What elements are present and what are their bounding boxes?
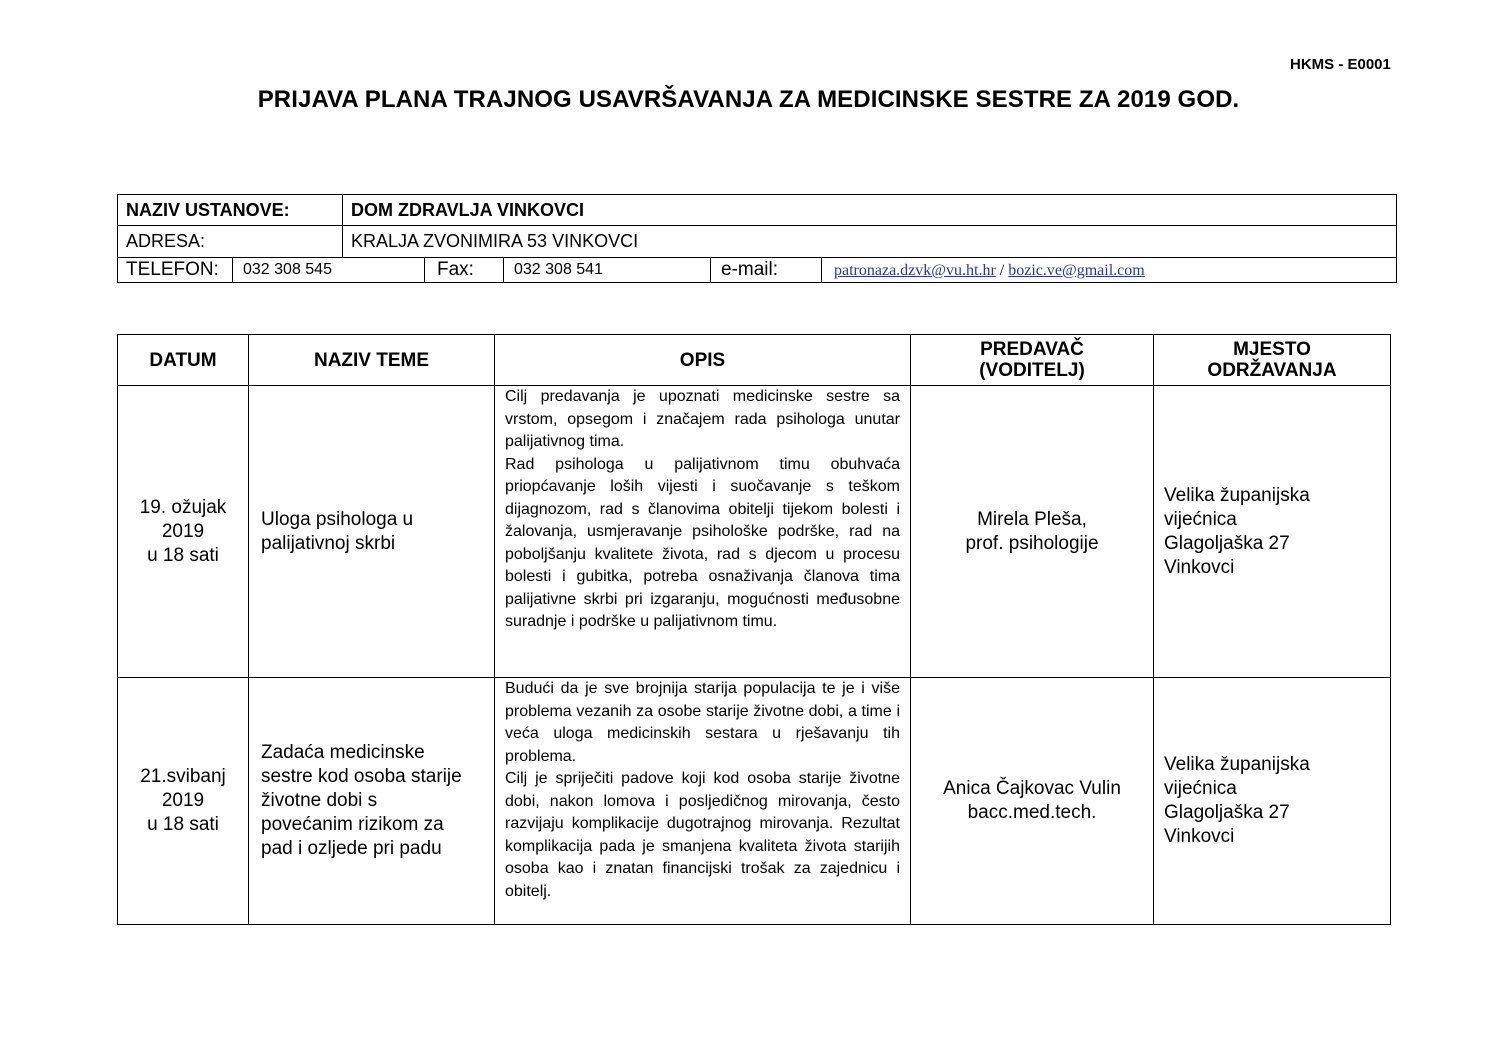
email-separator: / [995,262,1009,279]
phone-label: TELEFON: [118,258,233,282]
page-title: PRIJAVA PLANA TRAJNOG USAVRŠAVANJA ZA MEDICINSKE SESTRE ZA 2019 GOD. [257,86,1240,113]
document-code: HKMS - E0001 [1290,56,1391,73]
date-cell: 19. ožujak 2019 u 18 sati [118,386,249,678]
col-header-datum: DATUM [118,335,249,386]
location-cell: Velika županijska vijećnica Glagoljaška 27 Vinkovci [1154,678,1391,925]
date-cell: 21.svibanj 2019 u 18 sati [118,678,249,925]
col-header-predavac [911,335,1154,386]
email-label: e-mail: [711,258,822,282]
description-paragraph: Rad psihologa u palijativnom timu obuhvaća priopćavanje loših vijesti i suočavanje s teškom dijagnozom, rad s članovima obitelji tijekom bolesti i žalovanja, usmjeravanje psihološke podrške, rad na poboljšanju kvalitete života, rad s djecom u procesu bolesti i gubitka, potreba osnaživanja članova tima palijativne skrbi pri izgaranju, mogućnosti međusobne suradnje i podrške u palijativnom timu. [505,455,900,630]
lecturer-cell: Anica Čajkovac Vulin bacc.med.tech. [911,678,1154,925]
institution-table [117,194,1397,283]
fax-label: Fax: [425,258,504,282]
email-link-2[interactable]: bozic.ve@gmail.com [1008,262,1145,279]
institution-name-row [118,195,1397,226]
lecturer-cell: Mirela Pleša, prof. psihologije [911,386,1154,678]
col-header-naziv: NAZIV TEME [249,335,495,386]
predavac-line-2: (VODITELJ) [979,360,1085,381]
mjesto-line-1: MJESTO [1233,339,1311,360]
phone-value: 032 308 545 [233,258,425,282]
predavac-line-1: PREDAVAČ [980,339,1084,360]
contact-row [118,258,1397,283]
mjesto-line-2: ODRŽAVANJA [1207,360,1337,381]
address-label: ADRESA: [118,226,343,258]
description-paragraph: Budući da je sve brojnija starija populacija te je i više problema vezanih za osobe starije životne dobi, a time i veća uloga medicinskih sestara u rješavanju tih problema. [505,680,900,765]
header-row [118,335,1391,386]
institution-name-value: DOM ZDRAVLJA VINKOVCI [343,195,1397,226]
email-values [822,258,1397,282]
col-header-opis: OPIS [495,335,911,386]
email-link-1[interactable]: patronaza.dzvk@vu.ht.hr [834,262,996,279]
plan-table [117,334,1391,925]
topic-cell: Zadaća medicinske sestre kod osoba starije životne dobi s povećanim rizikom za pad i ozljede pri padu [249,678,495,925]
description-cell [495,678,911,925]
contact-subtable [118,258,1396,282]
description-cell [495,386,911,678]
description-paragraph: Cilj predavanja je upoznati medicinske sestre sa vrstom, opsegom i značajem rada psihologa unutar palijativnog tima. [505,388,900,450]
address-value: KRALJA ZVONIMIRA 53 VINKOVCI [343,226,1397,258]
location-cell: Velika županijska vijećnica Glagoljaška 27 Vinkovci [1154,386,1391,678]
institution-name-label: NAZIV USTANOVE: [118,195,343,226]
topic-cell: Uloga psihologa u palijativnoj skrbi [249,386,495,678]
col-header-mjesto [1154,335,1391,386]
table-row [118,386,1391,678]
table-row [118,678,1391,925]
fax-value: 032 308 541 [504,258,711,282]
description-paragraph: Cilj je spriječiti padove koji kod osoba starije životne dobi, nakon lomova i posljedičnog mirovanja, često razvijaju komplikacije dugotrajnog mirovanja. Rezultat komplikacija pada je smanjena kvaliteta života starijih osoba kao i znatan financijski trošak za zajednicu i obitelj. [505,770,900,900]
address-row [118,226,1397,258]
